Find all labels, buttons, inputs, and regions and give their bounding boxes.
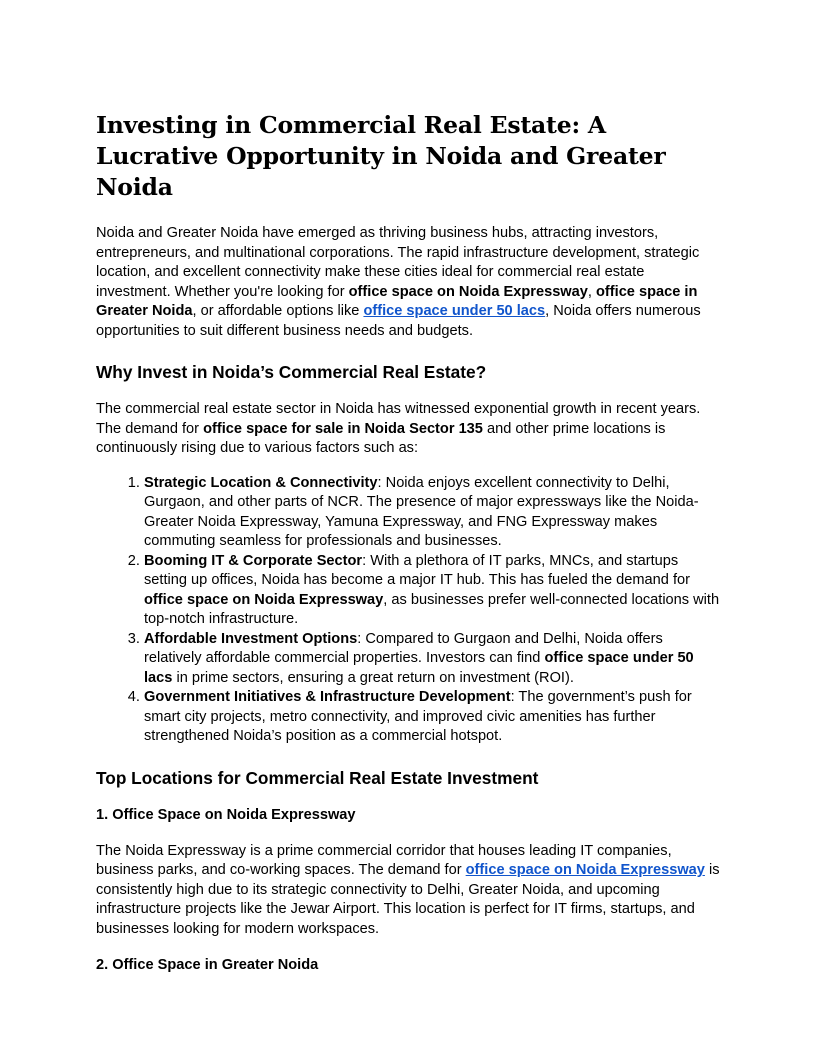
intro-paragraph: Noida and Greater Noida have emerged as thriving business hubs, attracting investors, entrepreneurs, and multinational corporations. The rapid infrastructure development, strategic location, and excellent connectivity make these cities ideal for commercial real estate investment. Whether you're looking for office space on Noida Expressway, office space in Greater Noida, or affordable options like office space under 50 lacs, Noida offers numerous opportunities to suit different business needs and budgets.	[96, 225, 701, 339]
top-locations-heading: Top Locations for Commercial Real Estate Investment	[96, 767, 539, 788]
noida-expressway-paragraph: The Noida Expressway is a prime commercial corridor that houses leading IT companies, business parks, and co-working spaces. The demand for office space on Noida Expressway is consistently high due to its strategic connectivity to Delhi, Greater Noida, and upcoming infrastructure projects like the Jewar Airport. This location is perfect for IT firms, startups, and businesses looking for modern workspaces.	[96, 842, 720, 937]
document-title: Investing in Commercial Real Estate: A Lucrative Opportunity in Noida and Greater Noida	[96, 111, 666, 201]
greater-noida-subheading: 2. Office Space in Greater Noida	[96, 957, 319, 973]
why-invest-heading: Why Invest in Noida’s Commercial Real Estate?	[96, 362, 487, 382]
list-item: 1. Strategic Location & Connectivity: Noida enjoys excellent connectivity to Delhi, Gurgaon, and other parts of NCR. The presence of major expressways like the Noida-Greater Noida Expressway, Yamuna Expressway, and FNG Expressway makes commuting seamless for professionals and businesses.	[144, 474, 720, 552]
noida-expressway-subheading: 1. Office Space on Noida Expressway	[96, 806, 356, 823]
why-invest-paragraph: The commercial real estate sector in Noida has witnessed exponential growth in recent years. The demand for office space for sale in Noida Sector 135 and other prime locations is continuously rising due to various factors such as:	[96, 401, 701, 456]
office-space-noida-expressway-link[interactable]: office space on Noida Expressway	[465, 862, 705, 878]
office-space-under-50-lacs-link[interactable]: office space under 50 lacs	[363, 303, 546, 319]
list-item: 2. Booming IT & Corporate Sector: With a plethora of IT parks, MNCs, and startups setting up offices, Noida has become a major IT hub. This has fueled the demand for office space on Noida Expressway, as businesses prefer well-connected locations with top-notch infrastructure.	[144, 552, 720, 630]
document-page	[96, 110, 720, 975]
list-item: 3. Affordable Investment Options: Compared to Gurgaon and Delhi, Noida offers relatively affordable commercial properties. Investors can find office space under 50 lacs in prime sectors, ensuring a great return on investment (ROI).	[144, 630, 720, 689]
list-item: 4. Government Initiatives & Infrastructure Development: The government’s push for smart city projects, metro connectivity, and improved civic amenities has further strengthened Noida’s position as a commercial hotspot.	[144, 688, 720, 747]
factors-list	[96, 474, 720, 747]
